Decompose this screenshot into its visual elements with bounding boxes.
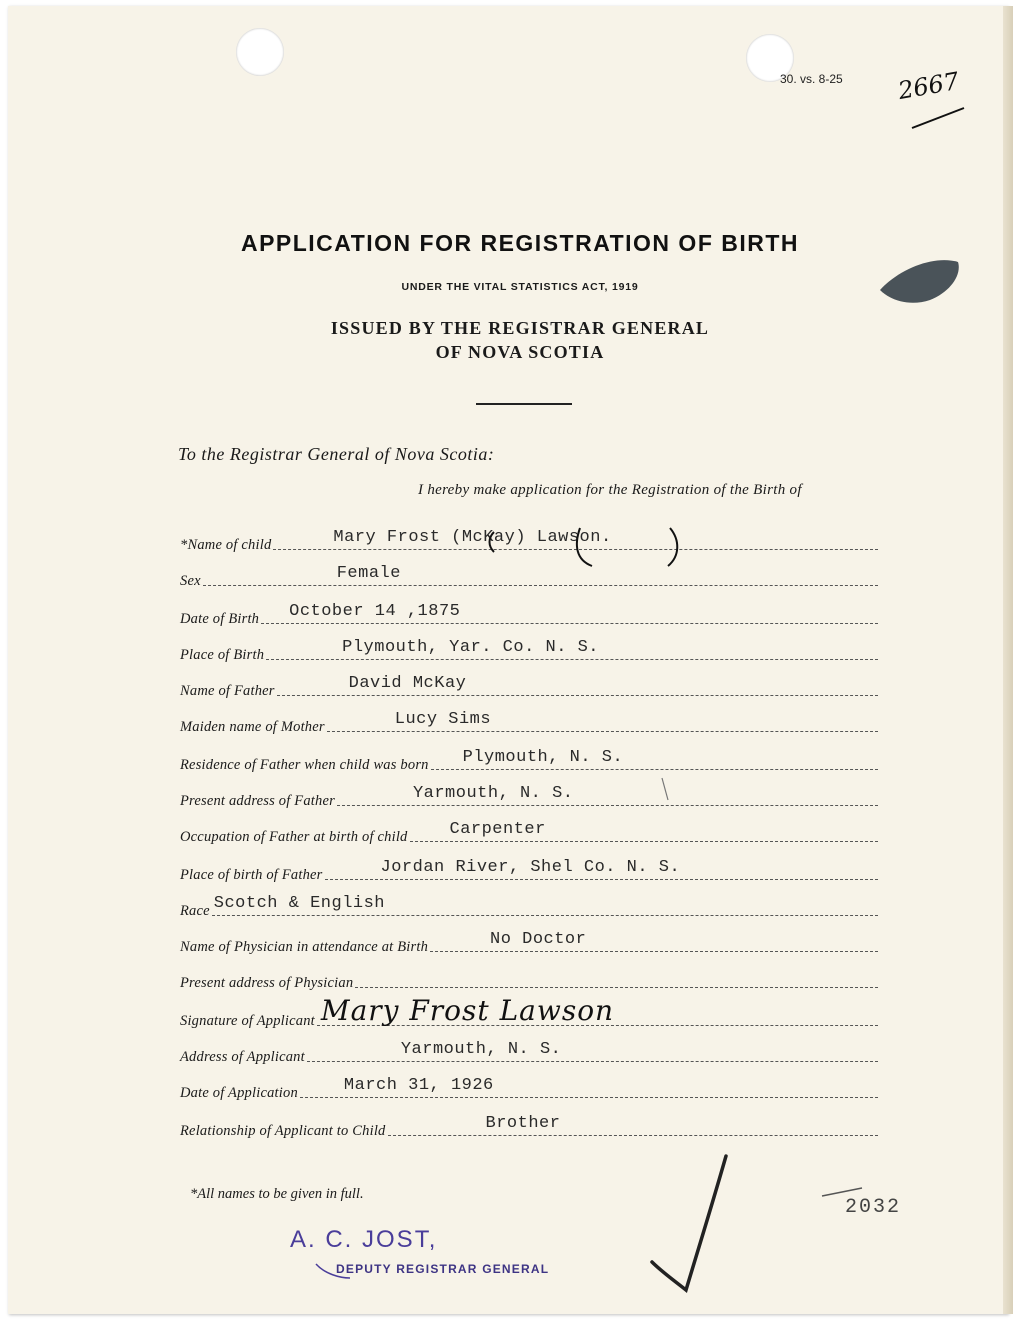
field-label: *Name of child [180,537,272,553]
footnote: *All names to be given in full. [190,1186,364,1202]
salutation: To the Registrar General of Nova Scotia: [178,444,495,464]
applicant-signature: Mary Frost Lawson [320,994,615,1027]
field-label: Maiden name of Mother [180,719,325,735]
check-mark [652,1156,726,1290]
bracket-mark [577,528,592,566]
field-label: Residence of Father when child was born [180,757,429,773]
field-label: Name of Father [180,683,275,699]
field-label: Signature of Applicant [180,1013,315,1029]
field-value: No Doctor [490,930,587,949]
field-value: Plymouth, Yar. Co. N. S. [342,638,599,657]
field-value: Yarmouth, N. S. [400,1040,562,1059]
field-value: Brother [485,1114,561,1133]
field-label: Present address of Father [180,793,335,809]
stamp-underline [316,1264,350,1278]
field-value: Yarmouth, N. S. [412,784,574,803]
field-value: Carpenter [449,820,546,839]
field-label: Place of birth of Father [180,867,323,883]
field-value: Plymouth, N. S. [462,748,624,767]
file-number: 2667 [896,66,962,106]
file-number-underline [912,108,964,128]
document-title: APPLICATION FOR REGISTRATION OF BIRTH [240,230,800,256]
field-label: Place of Birth [180,647,265,663]
field-label: Occupation of Father at birth of child [180,829,408,845]
arrow-mark [822,1188,862,1196]
field-label: Relationship of Applicant to Child [180,1123,386,1139]
intro-text: I hereby make application for the Registration of the Birth of [418,482,802,498]
field-value: Lucy Sims [394,710,492,729]
stamp-name: A. C. JOST, [290,1226,438,1253]
stamp-title: DEPUTY REGISTRAR GENERAL [336,1262,550,1276]
bracket-mark [668,528,677,566]
field-value: David McKay [348,674,467,693]
form-number: 30. vs. 8-25 [780,72,843,86]
field-value: Female [336,564,401,583]
bracket-mark [490,532,495,552]
document-subtitle: UNDER THE VITAL STATISTICS ACT, 1919 [401,281,639,293]
issuer-line-1: ISSUED BY THE REGISTRAR GENERAL [330,318,710,338]
field-label: Date of Birth [180,611,260,627]
small-tick-mark [662,778,668,800]
field-value: Jordan River, Shel Co. N. S. [380,858,681,877]
field-label: Present address of Physician [180,975,354,991]
field-label: Sex [180,573,201,589]
field-value: March 31, 1926 [343,1076,494,1095]
field-value: Scotch & English [213,894,386,913]
field-label: Address of Applicant [180,1049,305,1065]
field-label: Race [180,903,210,919]
ink-blot [880,260,959,303]
field-label: Date of Application [180,1085,298,1101]
field-label: Name of Physician in attendance at Birth [180,939,429,955]
field-value: October 14 ,1875 [289,602,461,621]
issuer-line-2: OF NOVA SCOTIA [435,342,605,362]
reference-number: 2032 [845,1196,902,1219]
field-value: Mary Frost (McKay) Lawson. [333,528,612,547]
